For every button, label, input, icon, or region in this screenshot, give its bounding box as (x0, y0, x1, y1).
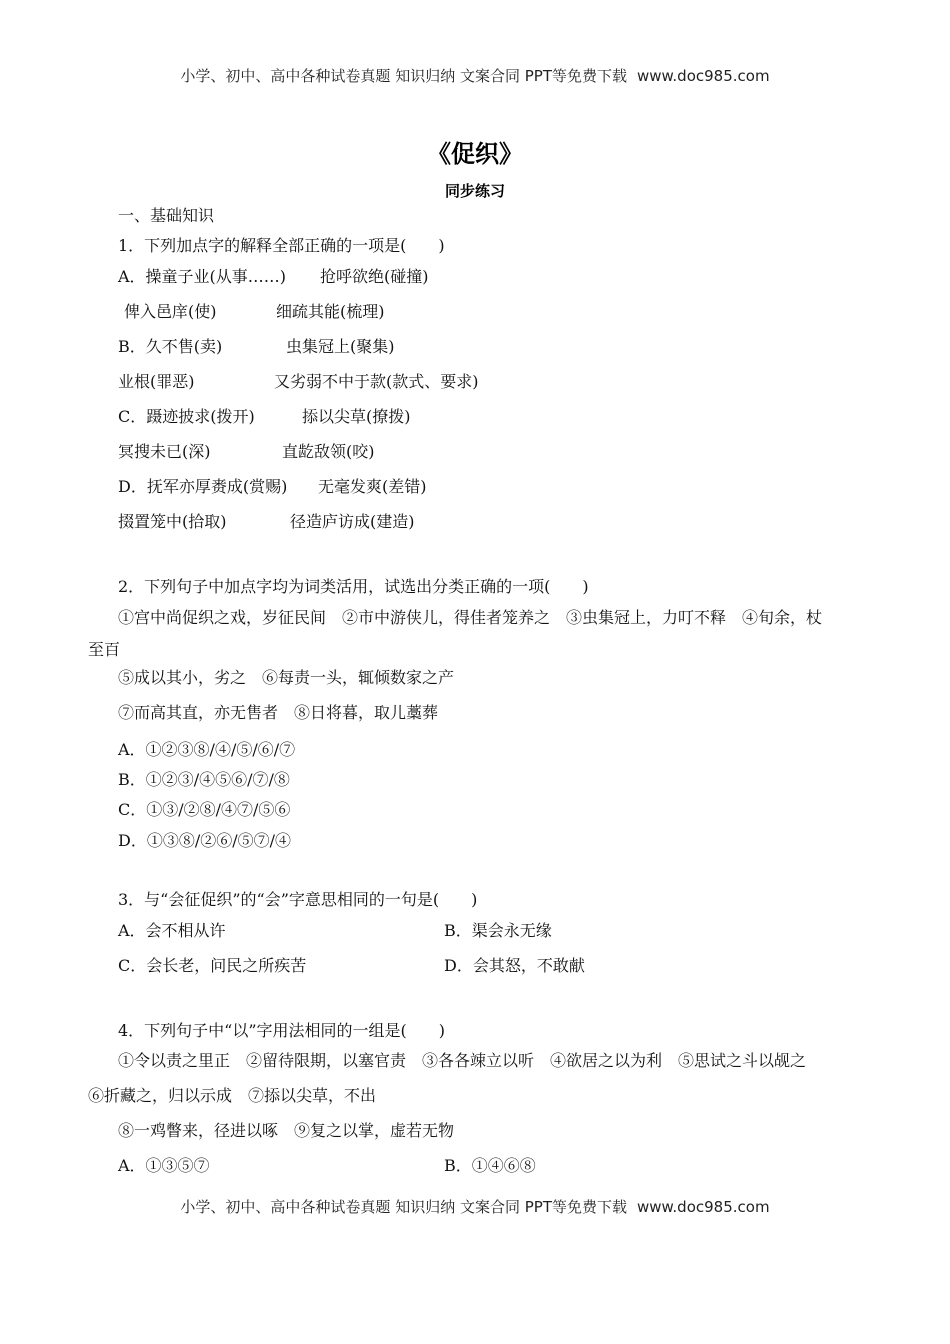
q1-option-b-item2: 虫集冠上(聚集) (286, 337, 395, 356)
page-footer (0, 1196, 950, 1217)
q4-sentence-line-3: ⑧一鸡瞥来，径进以啄 ⑨复之以掌，虚若无物 (118, 1121, 455, 1140)
q4-option-a: A．①③⑤⑦ (118, 1156, 210, 1175)
q1-option-b-item3: 业根(罪恶) (118, 372, 195, 391)
q1-option-c-item2: 掭以尖草(撩拨) (302, 407, 411, 426)
q4-option-b: B．①④⑥⑧ (444, 1156, 536, 1175)
q3-option-c: C．会长老，问民之所疾苦 (118, 956, 307, 975)
q3-option-b: B．渠会永无缘 (444, 921, 552, 940)
q2-sentence-line-2: ⑤成以其小，劣之 ⑥每责一头，辄倾数家之产 (118, 668, 455, 687)
question-4-stem: 4．下列句子中“以”字用法相同的一组是( ) (118, 1021, 446, 1040)
q1-option-b-item4: 又劣弱不中于款(款式、要求) (274, 372, 479, 391)
q2-option-a: A．①②③⑧/④/⑤/⑥/⑦ (118, 740, 296, 759)
q1-option-b-item1: B．久不售(卖) (118, 337, 223, 356)
q1-option-d-item4: 径造庐访成(建造) (290, 512, 415, 531)
q2-sentence-line-1-cont: 至百 (88, 640, 121, 659)
q3-option-a: A．会不相从许 (118, 921, 226, 940)
q1-option-c-item3: 冥搜未已(深) (118, 442, 211, 461)
header-url[interactable]: www.doc985.com (636, 67, 770, 85)
q2-option-d: D．①③⑧/②⑥/⑤⑦/④ (118, 831, 292, 850)
q4-sentence-line-1: ①令以责之里正 ②留待限期，以塞官责 ③各各竦立以听 ④欲居之以为利 ⑤思试之斗以觇之 (118, 1051, 807, 1070)
q2-option-b: B．①②③/④⑤⑥/⑦/⑧ (118, 770, 290, 789)
q1-option-a-item3: 俾入邑庠(使) (124, 302, 217, 321)
document-subtitle: 同步练习 (444, 182, 505, 200)
q1-option-d-item1: D．抚军亦厚赉成(赏赐) (118, 477, 288, 496)
q2-option-c: C．①③/②⑧/④⑦/⑤⑥ (118, 800, 291, 819)
q1-option-c-item4: 直龁敌领(咬) (282, 442, 375, 461)
q1-option-a-item2: 抢呼欲绝(碰撞) (320, 267, 429, 286)
header-text: 小学、初中、高中各种试卷真题 知识归纳 文案合同 PPT等免费下载 (180, 67, 627, 85)
document-title: 《促织》 (427, 140, 523, 168)
q1-option-a-item1: A．操童子业(从事……) (118, 267, 287, 286)
footer-url[interactable]: www.doc985.com (636, 1198, 770, 1216)
q1-option-d-item2: 无毫发爽(差错) (318, 477, 427, 496)
question-2-stem: 2．下列句子中加点字均为词类活用，试选出分类正确的一项( ) (118, 577, 589, 596)
section-heading: 一、基础知识 (118, 206, 215, 225)
question-3-stem: 3．与“会征促织”的“会”字意思相同的一句是( ) (118, 890, 478, 909)
q1-option-a-item4: 细疏其能(梳理) (276, 302, 385, 321)
footer-text: 小学、初中、高中各种试卷真题 知识归纳 文案合同 PPT等免费下载 (180, 1198, 627, 1216)
q1-option-d-item3: 掇置笼中(拾取) (118, 512, 227, 531)
page-header (0, 65, 950, 86)
q2-sentence-line-3: ⑦而高其直，亦无售者 ⑧日将暮，取儿藁葬 (118, 703, 439, 722)
question-1-stem: 1．下列加点字的解释全部正确的一项是( ) (118, 236, 445, 255)
q1-option-c-item1: C．蹑迹披求(拨开) (118, 407, 255, 426)
q3-option-d: D．会其怒，不敢献 (444, 956, 585, 975)
q2-sentence-line-1: ①宫中尚促织之戏，岁征民间 ②市中游侠儿，得佳者笼养之 ③虫集冠上，力叮不释 ④旬余，杖 (118, 608, 823, 627)
q4-sentence-line-2: ⑥折藏之，归以示成 ⑦掭以尖草，不出 (88, 1086, 377, 1105)
